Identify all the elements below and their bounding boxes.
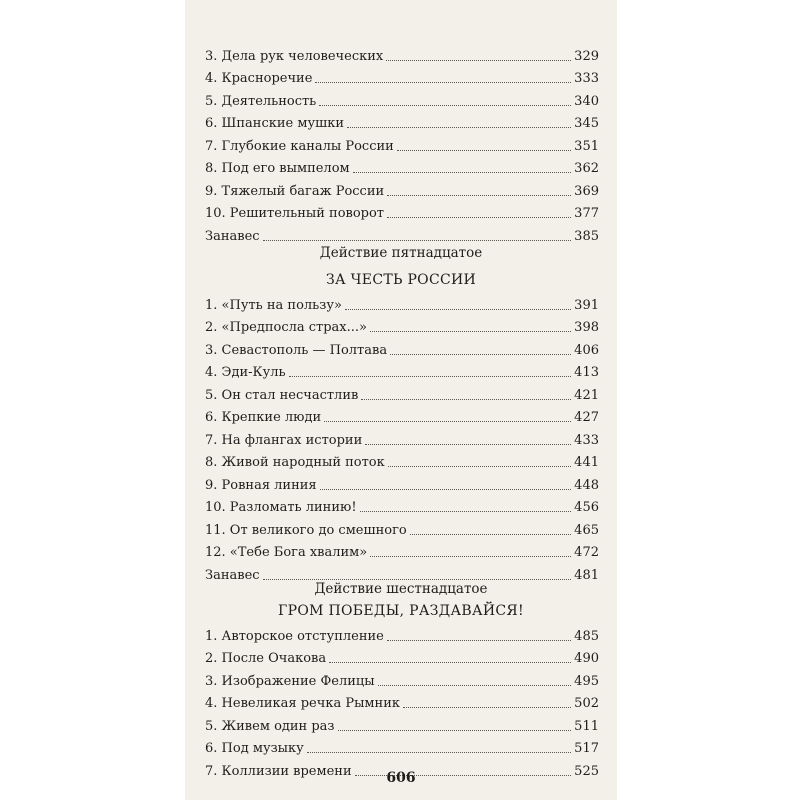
entry-page: 406 xyxy=(574,342,599,358)
entry-page: 433 xyxy=(574,432,599,448)
entry-title: 11. От великого до смешного xyxy=(205,522,407,538)
dot-leader xyxy=(320,489,572,490)
dot-leader xyxy=(386,60,571,61)
section-3-heading: Действие шестнадцатое xyxy=(314,581,488,597)
toc-section-1 xyxy=(205,42,599,245)
entry-page: 441 xyxy=(574,455,599,470)
dot-leader xyxy=(378,685,572,686)
entry-title: 3. Изображение Фелицы xyxy=(205,673,375,689)
dot-leader xyxy=(387,217,571,218)
entry-page: 485 xyxy=(574,628,599,644)
entry-page: 481 xyxy=(574,567,599,583)
entry-page: 377 xyxy=(574,206,599,221)
toc-entry xyxy=(205,359,599,382)
toc-entry xyxy=(205,494,599,517)
entry-page: 427 xyxy=(574,410,599,425)
toc-entry xyxy=(205,449,599,472)
toc-entry xyxy=(205,690,599,713)
dot-leader xyxy=(353,172,572,173)
dot-leader xyxy=(319,105,571,106)
entry-page: 502 xyxy=(574,696,599,711)
dot-leader xyxy=(397,150,571,151)
entry-page: 333 xyxy=(574,71,599,86)
section-2-heading: Действие пятнадцатое xyxy=(319,245,483,261)
toc-entry xyxy=(205,291,599,314)
entry-title: 7. Коллизии времени xyxy=(205,763,352,779)
entry-title: 4. Красноречие xyxy=(205,71,313,86)
entry-page: 517 xyxy=(574,741,599,756)
toc-entry xyxy=(205,622,599,645)
dot-leader xyxy=(390,354,571,355)
dot-leader xyxy=(365,444,571,445)
dot-leader xyxy=(370,556,571,557)
entry-page: 413 xyxy=(574,365,599,380)
entry-title: Занавес xyxy=(205,228,260,244)
entry-title: 6. Шпанские мушки xyxy=(205,116,344,131)
dot-leader xyxy=(329,662,571,663)
toc-entry xyxy=(205,314,599,337)
entry-page: 448 xyxy=(574,477,599,493)
dot-leader xyxy=(361,399,571,400)
entry-page: 495 xyxy=(574,673,599,689)
dot-leader xyxy=(360,511,572,512)
dot-leader xyxy=(289,376,572,377)
entry-title: 3. Дела рук человеческих xyxy=(205,48,384,64)
entry-page: 465 xyxy=(574,522,599,538)
dot-leader xyxy=(315,82,571,83)
toc-entry xyxy=(205,110,599,133)
toc-entry xyxy=(205,200,599,223)
toc-section-2 xyxy=(205,291,599,584)
entry-title: 1. Авторское отступление xyxy=(205,628,384,644)
entry-title: 2. После Очакова xyxy=(205,651,327,666)
entry-page: 329 xyxy=(574,48,599,64)
toc-entry xyxy=(205,404,599,427)
dot-leader xyxy=(347,127,571,128)
toc-entry xyxy=(205,336,599,359)
toc-entry xyxy=(205,132,599,155)
entry-title: 5. Деятельность xyxy=(205,93,317,109)
toc-entry xyxy=(205,42,599,65)
toc-entry xyxy=(205,155,599,178)
entry-title: 4. Невеликая речка Рымник xyxy=(205,696,400,711)
entry-page: 391 xyxy=(574,297,599,313)
entry-page: 511 xyxy=(574,718,599,734)
entry-page: 472 xyxy=(574,545,599,560)
entry-page: 421 xyxy=(574,387,599,403)
toc-entry xyxy=(205,667,599,690)
entry-page: 385 xyxy=(574,228,599,244)
entry-page: 345 xyxy=(574,116,599,131)
dot-leader xyxy=(324,421,571,422)
entry-page: 351 xyxy=(574,138,599,154)
dot-leader xyxy=(263,579,572,580)
entry-page: 525 xyxy=(574,763,599,779)
dot-leader xyxy=(388,466,571,467)
toc-entry xyxy=(205,177,599,200)
entry-page: 456 xyxy=(574,500,599,515)
dot-leader xyxy=(387,640,571,641)
dot-leader xyxy=(410,534,571,535)
entry-title: 7. На флангах истории xyxy=(205,432,363,448)
toc-entry xyxy=(205,735,599,758)
entry-title: 7. Глубокие каналы России xyxy=(205,138,394,154)
toc-entry xyxy=(205,539,599,562)
toc-section-3 xyxy=(205,622,599,780)
entry-title: 3. Севастополь — Полтава xyxy=(205,342,388,358)
entry-page: 369 xyxy=(574,183,599,199)
section-3-title: ГРОМ ПОБЕДЫ, РАЗДАВАЙСЯ! xyxy=(278,603,524,619)
entry-title: 10. Разломать линию! xyxy=(205,500,357,515)
entry-title: 9. Тяжелый багаж России xyxy=(205,183,385,199)
toc-entry xyxy=(205,426,599,449)
entry-page: 340 xyxy=(574,93,599,109)
toc-entry xyxy=(205,516,599,539)
toc-entry xyxy=(205,712,599,735)
entry-page: 490 xyxy=(574,651,599,666)
entry-title: Занавес xyxy=(205,567,260,583)
dot-leader xyxy=(338,730,572,731)
entry-title: 2. «Предпосла страх...» xyxy=(205,320,367,335)
dot-leader xyxy=(370,331,571,332)
entry-title: 5. Живем один раз xyxy=(205,718,335,734)
toc-entry xyxy=(205,471,599,494)
dot-leader xyxy=(263,240,572,241)
page-number: 606 xyxy=(386,770,416,786)
entry-title: 5. Он стал несчастлив xyxy=(205,387,359,403)
toc-entry xyxy=(205,65,599,88)
entry-page: 362 xyxy=(574,161,599,176)
dot-leader xyxy=(387,195,571,196)
entry-title: 12. «Тебе Бога хвалим» xyxy=(205,545,368,560)
dot-leader xyxy=(307,752,571,753)
entry-title: 10. Решительный поворот xyxy=(205,206,385,221)
entry-title: 9. Ровная линия xyxy=(205,477,317,493)
entry-page: 398 xyxy=(574,320,599,335)
entry-title: 6. Под музыку xyxy=(205,741,304,756)
toc-entry xyxy=(205,222,599,245)
dot-leader xyxy=(403,707,571,708)
toc-entry xyxy=(205,87,599,110)
section-2-title: ЗА ЧЕСТЬ РОССИИ xyxy=(326,272,476,288)
entry-title: 4. Эди-Куль xyxy=(205,365,286,380)
book-page xyxy=(185,0,617,800)
entry-title: 8. Живой народный поток xyxy=(205,455,385,470)
entry-title: 6. Крепкие люди xyxy=(205,410,322,425)
entry-title: 8. Под его вымпелом xyxy=(205,161,350,176)
toc-entry xyxy=(205,381,599,404)
entry-title: 1. «Путь на пользу» xyxy=(205,297,342,313)
dot-leader xyxy=(345,309,571,310)
toc-entry xyxy=(205,645,599,668)
